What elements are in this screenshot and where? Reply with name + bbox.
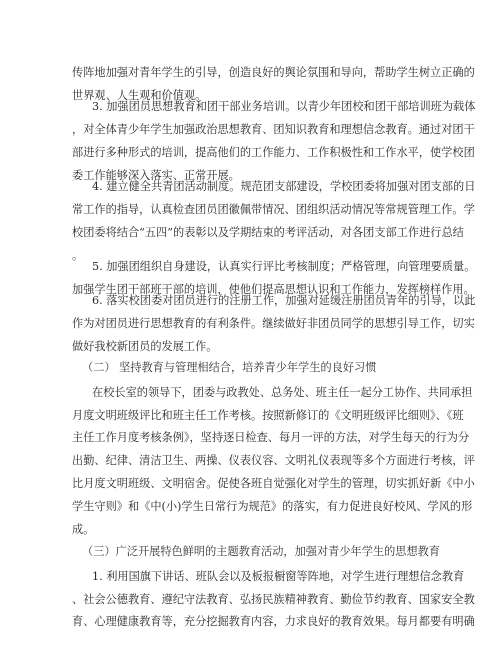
text-line: 月度文明班级评比和班主任工作考核。按照新修订的《文明班级评比细则》、《班 — [72, 409, 464, 422]
paragraph-5-start: 5. 加强团组织自身建设，认真实行评比考核制度；严格管理，向管理要质量。 — [92, 260, 476, 273]
text-line: 。 — [72, 249, 84, 262]
text-line: 出勤、纪律、清洁卫生、两操、仪表仪容、文明礼仪表现等多个方面进行考核，评 — [72, 454, 475, 467]
paragraph-4-start: 4. 建立健全共青团活动制度。规范团支部建设，学校团委将加强对团支部的日 — [92, 180, 476, 193]
text-line: 、社会公德教育、遵纪守法教育、弘扬民族精神教育、勤俭节约教育、国家安全教 — [72, 593, 475, 606]
text-line: 主任工作月度考核条例》，坚持逐日检查、每月一评的方法，对学生每天的行为分 — [72, 431, 470, 444]
text-line: 传阵地加强对青年学生的引导，创造良好的舆论氛围和导向，帮助学生树立正确的 — [72, 66, 475, 79]
section-heading-2: （二） 坚持教育与管理相结合，培养青少年学生的良好习惯 — [82, 361, 377, 374]
text-line: 学生守则》和《中(小)学生日常行为规范》的落实，有力促进良好校风、学风的形 — [72, 500, 473, 513]
text-line: 比月度文明班级、文明宿舍。促使各班自觉强化对学生的管理，切实抓好新《中小 — [72, 477, 475, 490]
text-line: ，对全体青少年学生加强政治思想教育、团知识教育和理想信念教育。通过对团干 — [72, 123, 475, 136]
text-line: 做好我校新团员的发展工作。 — [72, 340, 218, 353]
paragraph-start: 在校长室的领导下，团委与政教处、总务处、班主任一起分工协作、共同承担 — [92, 386, 473, 399]
text-line: 部进行多种形式的培训，提高他们的工作能力、工作积极性和工作水平，使学校团 — [72, 146, 475, 159]
text-line: 委工作能够深入落实、正常开展。 — [72, 169, 240, 182]
section-heading-3: （三）广泛开展特色鲜明的主题教育活动，加强对青少年学生的思想教育 — [82, 545, 441, 558]
text-line: 成。 — [72, 523, 95, 536]
text-line: 世界观、人生观和价值观。 — [72, 89, 207, 102]
paragraph-start: 1. 利用国旗下讲话、班队会以及板报橱窗等阵地，对学生进行理想信念教育 — [92, 570, 465, 583]
paragraph-6-start: 6. 落实校团委对团员进行的注册工作，加强对延缓注册团员青年的引导，以此 — [92, 294, 476, 307]
text-line: 校团委将结合“五四”的表彰以及学期结束的考评活动，对各团支部工作进行总结 — [72, 226, 464, 239]
text-line: 作为对团员进行思想教育的有利条件。继续做好非团员同学的思想引导工作，切实 — [72, 317, 475, 330]
paragraph-3-start: 3. 加强团员思想教育和团干部业务培训。以青少年团校和团干部培训班为载体 — [92, 100, 476, 113]
text-line: 育、心理健康教育等，充分挖掘教育内容，力求良好的教育效果。每月都要有明确 — [72, 615, 475, 628]
text-line: 常工作的指导，认真检查团员团徽佩带情况、团组织活动情况等常规管理工作。学 — [72, 203, 475, 216]
text-line: 加强学生团干部班干部的培训，使他们提高思想认识和工作能力，发挥榜样作用。 — [72, 283, 475, 296]
